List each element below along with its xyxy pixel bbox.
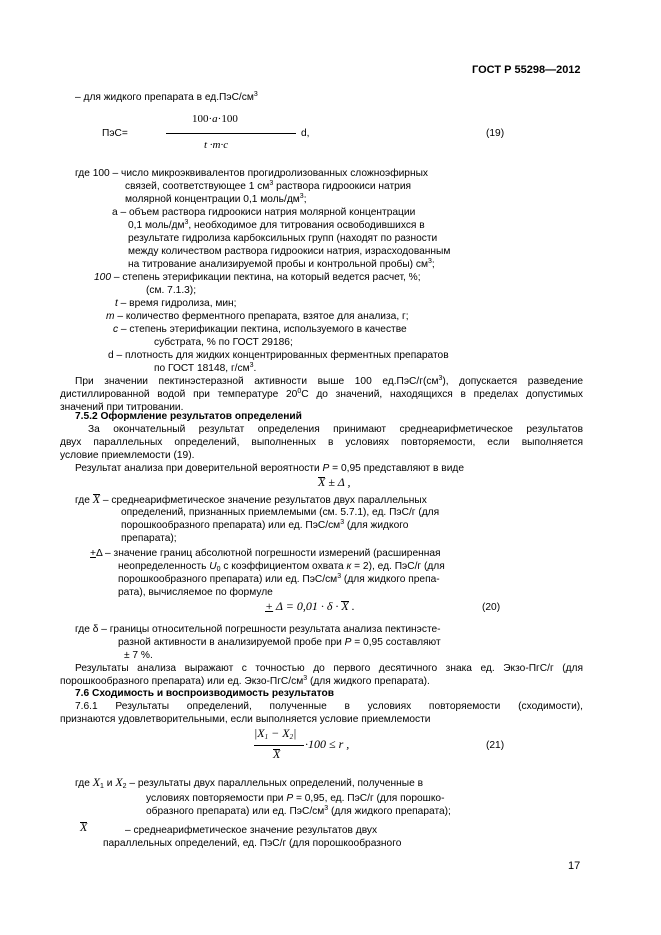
where-d-line-1: d – плотность для жидких концентрированных ферментных препаратов [108,350,449,361]
where-100-line-1: где 100 – число микроэквивалентов прогидролизованных сложноэфирных [75,168,428,179]
formula-19-numerator: 100·a·100 [192,113,238,125]
where-t: t – время гидролиза, мин; [115,298,237,309]
dilution-line-1: При значении пектинэстеразной активности выше 100 $ед.ПэС/г(см^3)$, допускается разведение [75,375,583,387]
where-a-line-5: на титрование анализируемой пробы и контрольной пробы) $см^3$; [128,258,435,270]
where-x-line-4: препарата); [121,533,177,544]
where-xbar-line-2: параллельных определений, ед. ПэС/г (для порошкообразного [103,838,402,849]
where-delta-line-3: порошкообразного препарата) или ед. ПэС/$см^3$ (для жидкого препа- [118,573,440,585]
formula-19-fraction-bar [166,133,296,134]
main-result-formula: X ± Δ , [318,475,351,489]
where-x12-line-2: условиях повторяемости при P = 0,95, ед. ПэС/г (для порошко- [146,793,445,804]
where-100-line-3: молярной концентрации 0,1 моль/$дм^3$; [125,193,307,205]
formula-21-tail: ·100 ≤ r , [305,737,350,751]
where-a-line-2: 0,1 моль/$дм^3$, необходимое для титрования освободившихся в [128,219,425,231]
formula-19-lhs: ПэС= [102,128,128,139]
dilution-line-3: значений при титровании. [60,402,184,413]
where-d-line-2: по ГОСТ 18148, $г/см^3$. [154,362,257,374]
where-del-line-2: разной активности в анализируемой пробе при P = 0,95 составляют [118,637,441,648]
where-100b-line-2: (см. 7.1.3); [146,285,197,296]
where-x12-line-1: где $X_1$ и $X_2$ – результаты двух параллельных определений, полученные в [75,775,423,790]
where-x-line-2: определений, признанных приемлемыми (см. 5.7.1), ед. ПэС/г (для [121,507,440,518]
formula-20-number: (20) [482,602,501,613]
section-7-6-title: 7.6 Сходимость и воспроизводимость результатов [75,688,334,699]
where-xbar-symbol: X [80,820,88,834]
where-xbar-line-1: – среднеарифметическое значение результатов двух [125,825,378,836]
where-del-line-3: ± 7 %. [124,650,153,661]
where-a-line-1: a – объем раствора гидроокиси натрия молярной концентрации [112,207,416,218]
where-100-line-2: связей, соответствующее 1 $см^3$ раствора гидроокиси натрия [125,180,412,192]
p752-line-3: условие приемлемости (19). [60,450,195,461]
where-c-line-2: субстрата, % по ГОСТ 29186; [154,337,293,348]
document-code: ГОСТ Р 55298—2012 [472,64,581,76]
formula-19-denominator: t ·m·c [204,139,229,151]
formula-21-denominator: X [273,747,281,761]
where-a-line-3: результате гидролиза карбоксильных групп (находят по разности [128,233,438,244]
where-x12-line-3: образного препарата) или ед. ПэС/$см^3$ (для жидкого препарата); [146,805,451,817]
p752-line-1: За окончательный результат определения принимают среднеарифметическое результатов [88,424,583,435]
where-m: m – количество ферментного препарата, взятое для анализа, г; [106,311,409,322]
precision-line-1: Результаты анализа выражают с точностью до первого десятичного знака ед. Экзо-ПгС/г (для [75,663,583,674]
liquid-prep-line: – для жидкого препарата в $ед.ПэС/см^3$ [75,91,258,103]
precision-line-2: порошкообразного препарата) или ед. Экзо-$ПгС/см^3$ (для жидкого препарата). [60,675,430,687]
formula-19-number: (19) [486,128,505,139]
where-delta-line-1: +Δ – значение границ абсолютной погрешности измерений (расширенная [90,548,441,559]
formula-21-number: (21) [486,740,505,751]
page-number: 17 [568,860,581,872]
formula-21-fraction-bar [254,745,304,746]
result-statement: Результат анализа при доверительной вероятности P = 0,95 представляют в виде [75,463,464,474]
formula-21-numerator: $|X_1 - X_2|$ [254,726,297,741]
where-del-line-1: где δ – границы относительной погрешности результата анализа пектинэсте- [75,624,441,635]
where-delta-line-2: неопределенность $U_0$ с коэффициентом охвата к = 2), ед. ПэС/г (для [118,561,445,573]
p761-line-2: признаются удовлетворительными, если выполняется условие приемлемости [60,714,431,725]
formula-20: + Δ = 0,01 · δ · X . [265,599,355,613]
section-7-5-2-title: 7.5.2 Оформление результатов определений [75,411,302,422]
dilution-line-2: дистиллированной водой при температуре $20^0С$ до значений, находящихся в пределах допустимых [60,388,583,400]
where-c-line-1: c – степень этерификации пектина, используемого в качестве [113,324,407,335]
where-x-line-1: где X – среднеарифметическое значение результатов двух параллельных [75,492,427,506]
formula-19-tail: d, [301,128,310,139]
where-a-line-4: между количеством раствора гидроокиси натрия, израсходованным [128,246,451,257]
where-100b-line-1: 100 – степень этерификации пектина, на который ведется расчет, %; [94,272,421,283]
where-delta-line-4: рата), вычисляемое по формуле [118,587,273,598]
p761-line-1: 7.6.1 Результаты определений, полученные в условиях повторяемости (сходимости), [75,701,583,712]
p752-line-2: двух параллельных определений, выполненных в условиях повторяемости, если выполняется [60,437,583,448]
where-x-line-3: порошкообразного препарата) или ед. ПэС/$см^3$ (для жидкого [121,519,409,531]
